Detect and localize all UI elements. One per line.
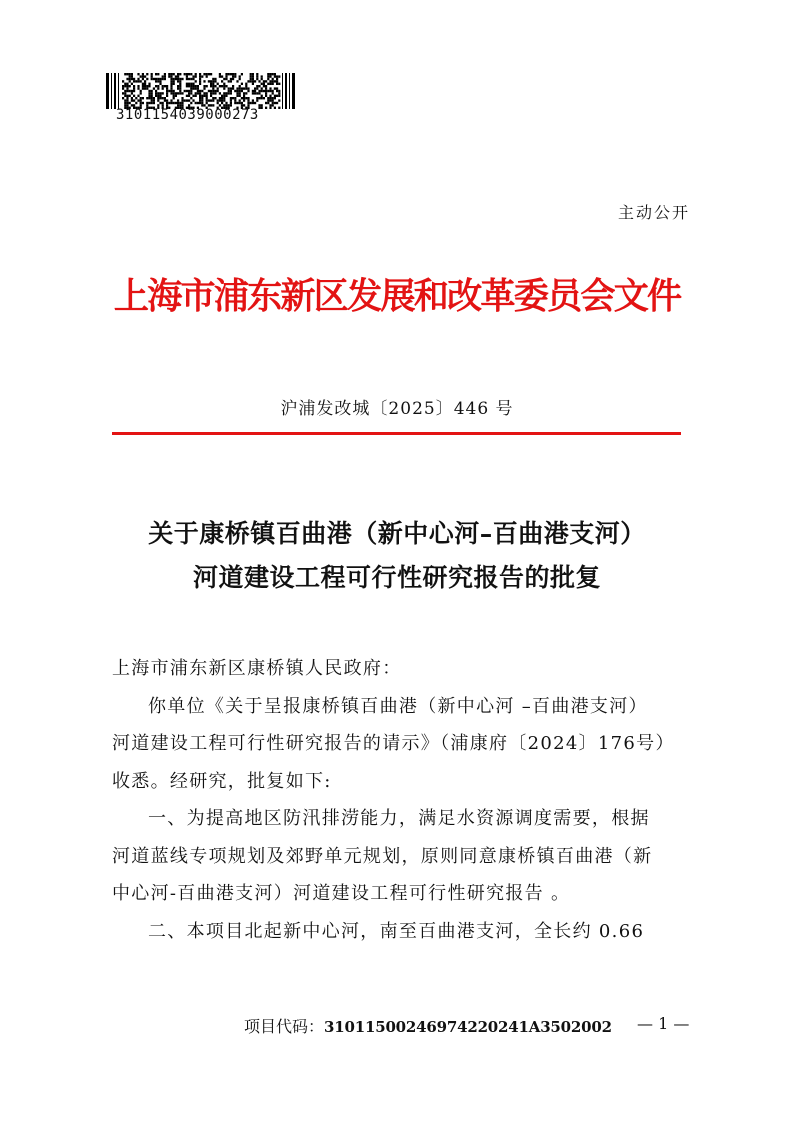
- barcode-number: 3101154039000273: [116, 107, 259, 123]
- paragraph-line: 你单位《关于呈报康桥镇百曲港（新中心河 –百曲港支河）: [148, 695, 648, 717]
- paragraph-line: 收悉。经研究，批复如下:: [112, 770, 332, 792]
- project-code-value: 31011500246974220241A3502002: [324, 1018, 612, 1036]
- paragraph-line: 中心河-百曲港支河）河道建设工程可行性研究报告 。: [112, 883, 571, 904]
- document-title: [0, 512, 794, 600]
- title-line: 河道建设工程可行性研究报告的批复: [192, 563, 601, 592]
- paragraph-line: 二、本项目北起新中心河，南至百曲港支河，全长约 0.66: [148, 920, 645, 942]
- disclosure-label: 主动公开: [617, 203, 690, 222]
- paragraph-line: 河道蓝线专项规划及郊野单元规划，原则同意康桥镇百曲港（新: [112, 845, 653, 867]
- title-line: 关于康桥镇百曲港（新中心河–百曲港支河）: [148, 519, 646, 548]
- red-divider: [112, 432, 681, 435]
- paragraph-line: 一、为提高地区防汛排涝能力，满足水资源调度需要，根据: [148, 808, 650, 829]
- salutation: 上海市浦东新区康桥镇人民政府：: [112, 658, 402, 679]
- document-number: 沪浦发改城〔2025〕446 号: [280, 399, 514, 419]
- issuer-heading: 上海市浦东新区发展和改革委员会文件: [113, 275, 681, 317]
- paragraph-line: 河道建设工程可行性研究报告的请示》（浦康府〔2024〕176号）: [112, 733, 675, 754]
- project-code: [244, 1014, 612, 1037]
- project-code-label: 项目代码：: [244, 1017, 325, 1036]
- document-body: [112, 650, 692, 950]
- page-number: — 1 —: [637, 1014, 690, 1033]
- barcode-image: [106, 73, 296, 109]
